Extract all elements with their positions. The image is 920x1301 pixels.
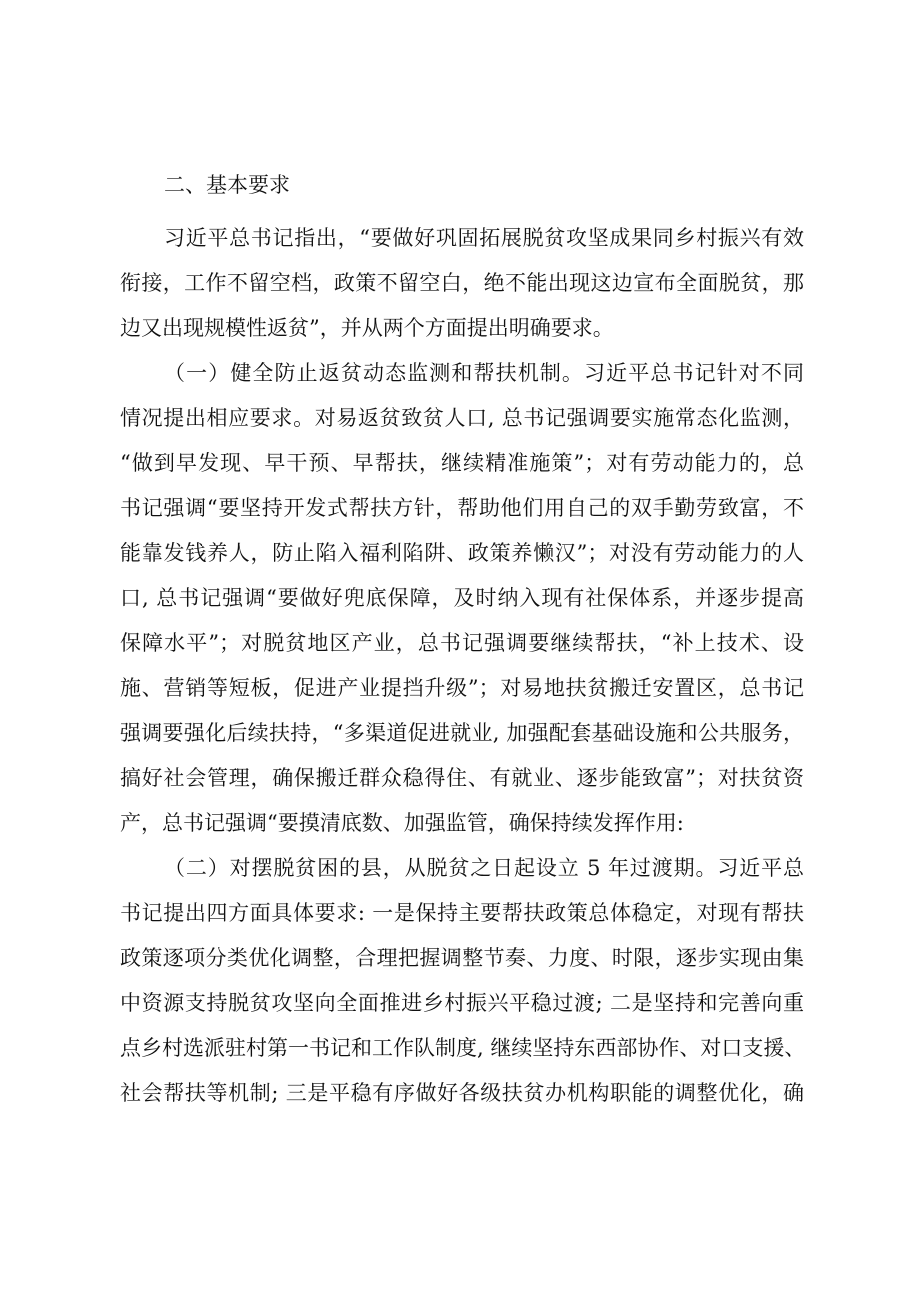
text-line: （一）健全防止返贫动态监测和帮扶机制。习近平总书记针对不同 [164,361,804,385]
text-line: 中资源支持脱贫攻坚向全面推进乡村振兴平稳过渡; 二是坚持和完善向重 [120,991,804,1015]
document-body [120,172,804,1116]
paragraph-part-two [120,846,804,1116]
text-line: 衔接，工作不留空档，政策不留空白，绝不能出现这边宣布全面脱贫，那 [120,271,804,295]
text-line: 书记强调“要坚持开发式帮扶方针，帮助他们用自己的双手勤劳致富，不 [120,496,804,520]
text-line: 书记提出四方面具体要求: 一是保持主要帮扶政策总体稳定，对现有帮扶 [120,901,804,925]
text-line: “做到早发现、早干预、早帮扶，继续精准施策”；对有劳动能力的，总 [120,451,804,475]
paragraph-part-one [120,351,804,846]
text-line: 搞好社会管理，确保搬迁群众稳得住、有就业、逐步能致富”；对扶贫资 [120,766,804,790]
text-line: 社会帮扶等机制; 三是平稳有序做好各级扶贫办机构职能的调整优化，确 [120,1081,804,1105]
text-line: 能靠发钱养人，防止陷入福利陷阱、政策养懒汉”；对没有劳动能力的人 [120,541,804,565]
text-line: 点乡村选派驻村第一书记和工作队制度, 继续坚持东西部协作、对口支援、 [120,1036,806,1060]
text-line: 情况提出相应要求。对易返贫致贫人口, 总书记强调要实施常态化监测， [120,406,804,430]
text-line: 产，总书记强调“要摸清底数、加强监管，确保持续发挥作用: [120,811,684,835]
section-heading: 二、基本要求 [164,173,290,197]
paragraph-intro [120,216,804,351]
text-line: 强调要强化后续扶持，“多渠道促进就业, 加强配套基础设施和公共服务， [120,721,804,745]
text-line: 口, 总书记强调“要做好兜底保障，及时纳入现有社保体系，并逐步提高 [120,586,804,610]
text-line: 政策逐项分类优化调整，合理把握调整节奏、力度、时限，逐步实现由集 [120,946,804,970]
text-line: 保障水平”；对脱贫地区产业，总书记强调要继续帮扶，“补上技术、设 [120,631,804,655]
text-line: （二）对摆脱贫困的县，从脱贫之日起设立 5 年过渡期。习近平总 [164,856,804,880]
text-line: 施、营销等短板，促进产业提挡升级”；对易地扶贫搬迁安置区，总书记 [120,676,804,700]
text-line: 边又出现规模性返贫”，并从两个方面提出明确要求。 [120,316,614,340]
text-line: 习近平总书记指出，“要做好巩固拓展脱贫攻坚成果同乡村振兴有效 [164,226,804,250]
